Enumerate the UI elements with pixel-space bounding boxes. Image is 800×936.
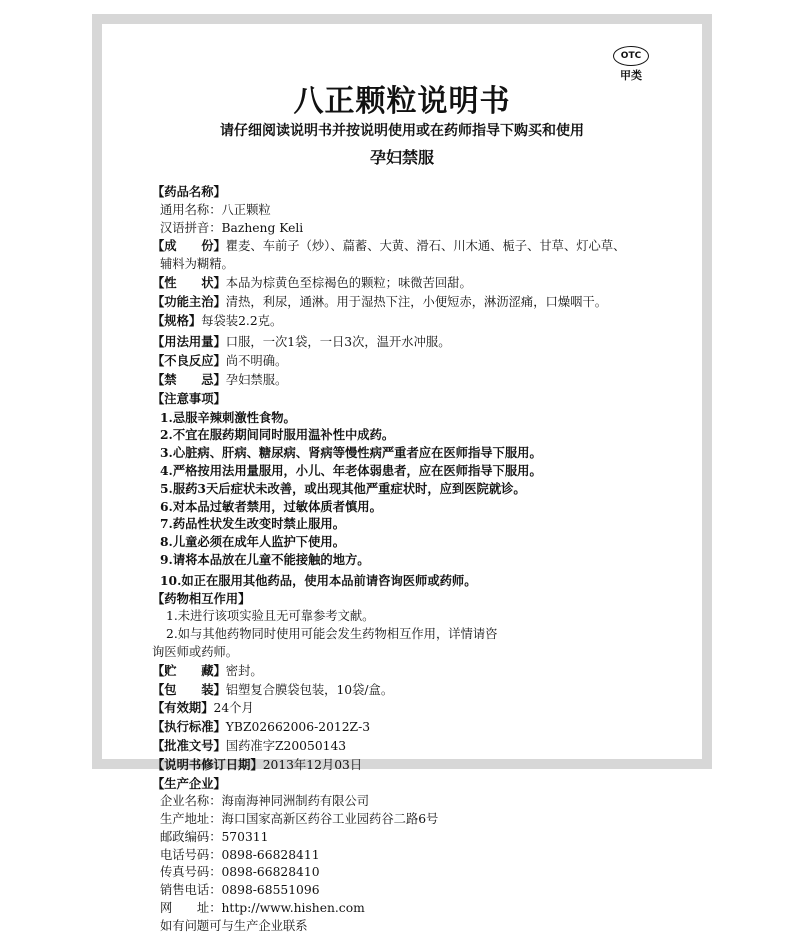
dosage-row (152, 333, 682, 352)
manufacturer-line: 传真号码：0898-66828410 (160, 865, 320, 880)
precautions-label: 【注意事项】 (152, 390, 226, 406)
document-title: 八正颗粒说明书 (293, 84, 511, 119)
interaction-item: 2.如与其他药物同时使用可能会发生药物相互作用，详情请咨 (166, 627, 498, 642)
leaflet-frame (92, 14, 712, 933)
package-label: 【包 装】 (152, 681, 226, 697)
package-row (152, 681, 682, 700)
manufacturer-contact-note: 如有问题可与生产企业联系 (160, 918, 308, 933)
manufacturer-line: 生产地址：海口国家高新区药谷工业园药谷二路6号 (160, 812, 439, 827)
leaflet-paper (102, 24, 702, 933)
specification-label: 【规格】 (152, 312, 202, 328)
interaction-item: 1.未进行该项实验且无可靠参考文献。 (166, 609, 375, 624)
package-value: 铝塑复合膜袋包装，10袋/盒。 (225, 682, 394, 697)
ingredients-continuation: 辅料为糊精。 (160, 257, 234, 272)
manufacturer-line: 销售电话：0898-68551096 (160, 883, 320, 898)
contraindications-value: 孕妇禁服。 (225, 372, 288, 387)
appearance-value: 本品为棕黄色至棕褐色的颗粒；味微苦回甜。 (225, 275, 472, 290)
adverse-label: 【不良反应】 (152, 353, 226, 369)
otc-oval: OTC (613, 46, 649, 66)
precaution-item: 1.忌服辛辣刺激性食物。 (160, 409, 296, 425)
validity-value: 24个月 (213, 701, 254, 716)
standard-value: YBZ02662006-2012Z-3 (225, 720, 371, 735)
manufacturer-line: 企业名称：海南海神同洲制药有限公司 (160, 794, 370, 809)
manufacturer-label: 【生产企业】 (152, 775, 226, 791)
appearance-row (152, 274, 682, 293)
leaflet-content (152, 183, 682, 936)
interaction-continuation: 询医师或药师。 (152, 644, 239, 659)
ingredients-row (152, 237, 682, 256)
standard-row (152, 718, 682, 737)
adverse-row (152, 352, 682, 371)
ingredients-value: 瞿麦、车前子（炒）、萹蓄、大黄、滑石、川木通、栀子、甘草、灯心草、 (225, 239, 626, 254)
specification-row (152, 312, 682, 331)
precaution-item: 3.心脏病、肝病、糖尿病、肾病等慢性病严重者应在医师指导下服用。 (160, 445, 542, 461)
contraindications-row (152, 371, 682, 390)
storage-label: 【贮 藏】 (152, 662, 226, 678)
indications-value: 清热，利尿，通淋。用于湿热下注，小便短赤，淋沥涩痛，口燥咽干。 (225, 294, 608, 309)
revision-row (152, 756, 682, 775)
manufacturer-website: 网 址：http://www.hishen.com (160, 901, 365, 916)
otc-class: 甲类 (620, 69, 642, 82)
manufacturer-line: 电话号码：0898-66828411 (160, 847, 320, 862)
indications-row (152, 293, 682, 312)
validity-row (152, 699, 682, 718)
standard-label: 【执行标准】 (152, 719, 226, 735)
interactions-label: 【药物相互作用】 (152, 590, 251, 606)
precaution-item: 7.药品性状发生改变时禁止服用。 (160, 516, 345, 532)
precaution-item: 4.严格按用法用量服用，小儿、年老体弱患者，应在医师指导下服用。 (160, 462, 542, 478)
usage-notice: 请仔细阅读说明书并按说明使用或在药师指导下购买和使用 (220, 123, 584, 139)
revision-value: 2013年12月03日 (262, 757, 363, 772)
appearance-label: 【性 状】 (152, 274, 226, 290)
ingredients-label: 【成 份】 (152, 238, 226, 254)
precaution-item: 2.不宜在服药期间同时服用温补性中成药。 (160, 427, 395, 443)
indications-label: 【功能主治】 (152, 293, 226, 309)
validity-label: 【有效期】 (152, 700, 214, 716)
precaution-item: 9.请将本品放在儿童不能接触的地方。 (160, 551, 370, 567)
approval-value: 国药准字Z20050143 (225, 738, 347, 753)
adverse-value: 尚不明确。 (225, 354, 288, 369)
dosage-label: 【用法用量】 (152, 334, 226, 350)
pregnancy-warning: 孕妇禁服 (369, 148, 434, 167)
contraindications-label: 【禁 忌】 (152, 371, 226, 387)
precaution-item: 6.对本品过敏者禁用，过敏体质者慎用。 (160, 498, 382, 514)
common-name: 通用名称：八正颗粒 (160, 202, 271, 217)
revision-label: 【说明书修订日期】 (152, 756, 263, 772)
precaution-item: 10.如正在服用其他药品，使用本品前请咨询医师或药师。 (160, 572, 477, 588)
manufacturer-line: 邮政编码：570311 (160, 829, 269, 844)
specification-value: 每袋装2.2克。 (201, 313, 283, 328)
storage-row (152, 662, 682, 681)
pinyin-name: 汉语拼音：Bazheng Keli (160, 220, 304, 235)
drug-name-label: 【药品名称】 (152, 184, 226, 199)
precaution-item: 5.服药3天后症状未改善，或出现其他严重症状时，应到医院就诊。 (160, 480, 526, 496)
precaution-item: 8.儿童必须在成年人监护下使用。 (160, 534, 345, 550)
storage-value: 密封。 (225, 663, 263, 678)
dosage-value: 口服，一次1袋，一日3次，温开水冲服。 (225, 335, 451, 350)
approval-row (152, 737, 682, 756)
approval-label: 【批准文号】 (152, 737, 226, 753)
